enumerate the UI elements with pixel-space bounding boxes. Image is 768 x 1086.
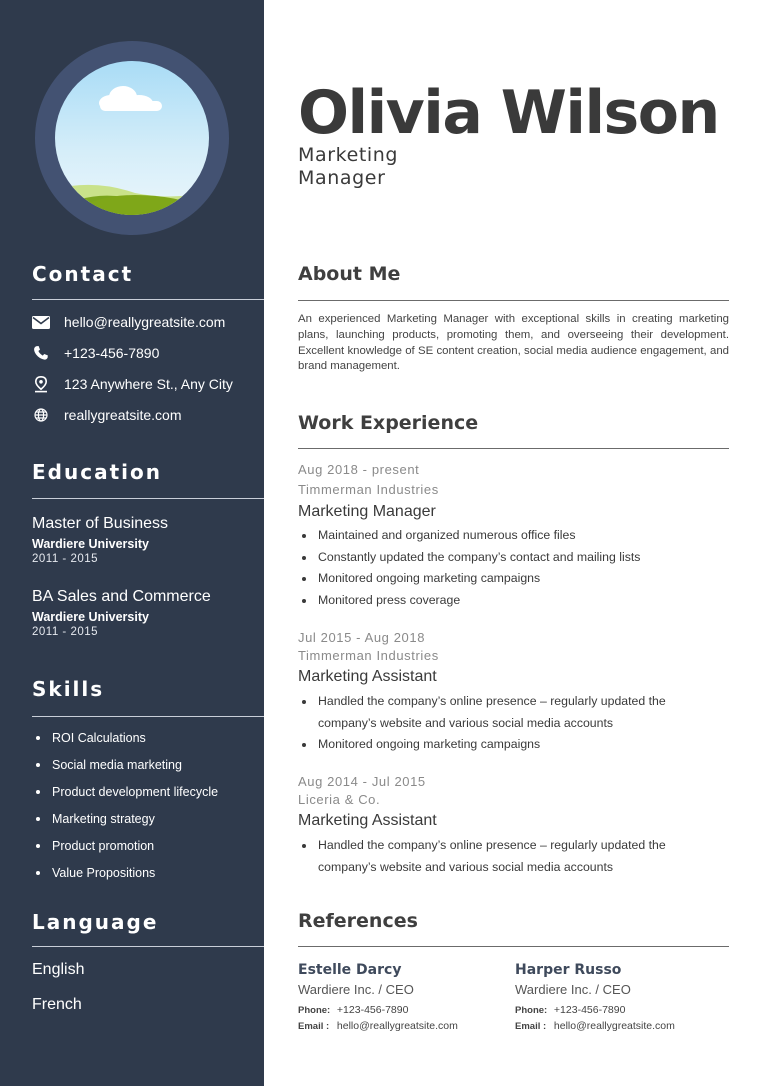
contact-heading: Contact	[32, 262, 134, 286]
language-item: French	[32, 996, 82, 1013]
job-company: Liceria & Co.	[298, 792, 381, 807]
reference-email[interactable]: hello@reallygreatsite.com	[553, 1020, 675, 1032]
skill-item: ROI Calculations	[32, 729, 218, 756]
about-divider	[298, 300, 729, 301]
sidebar	[0, 0, 264, 1086]
reference-phone-row	[298, 1004, 508, 1016]
about-heading: About Me	[298, 263, 401, 285]
profile-photo-placeholder	[55, 61, 209, 215]
profile-title-line: Marketing	[298, 144, 399, 166]
phone-icon	[32, 344, 50, 362]
education-divider	[32, 498, 264, 499]
education-degree: BA Sales and Commerce	[32, 588, 211, 605]
job-bullet: Monitored press coverage	[298, 590, 729, 612]
reference-phone-row	[515, 1004, 725, 1016]
job-bullet: Monitored ongoing marketing campaigns	[298, 734, 718, 756]
skill-item: Product promotion	[32, 837, 218, 864]
education-heading: Education	[32, 460, 162, 484]
education-school: Wardiere University	[32, 537, 149, 551]
job-bullets	[298, 691, 718, 756]
education-item	[32, 515, 252, 565]
reference-email-label: Email :	[298, 1021, 330, 1032]
contact-divider	[32, 299, 264, 300]
reference-card	[298, 962, 508, 1032]
job-title: Marketing Manager	[298, 503, 436, 520]
work-experience-heading: Work Experience	[298, 412, 479, 434]
skills-divider	[32, 716, 264, 717]
job-dates: Aug 2018 - present	[298, 462, 420, 477]
references-divider	[298, 946, 729, 947]
location-pin-icon	[32, 375, 50, 393]
contact-address: 123 Anywhere St., Any City	[64, 376, 233, 392]
education-item	[32, 588, 252, 638]
reference-phone[interactable]: +123-456-7890	[553, 1004, 626, 1016]
language-heading: Language	[32, 910, 159, 934]
skill-item: Marketing strategy	[32, 810, 218, 837]
contact-address-row	[32, 374, 233, 394]
education-degree: Master of Business	[32, 515, 169, 532]
job-company: Timmerman Industries	[298, 482, 439, 497]
mail-icon	[32, 313, 50, 331]
contact-phone-row[interactable]	[32, 343, 159, 363]
profile-title-line: Manager	[298, 167, 386, 189]
work-experience-divider	[298, 448, 729, 449]
contact-website-row[interactable]	[32, 405, 182, 425]
reference-name: Estelle Darcy	[298, 962, 402, 978]
job-bullet: Maintained and organized numerous office files	[298, 525, 729, 547]
globe-icon	[32, 406, 50, 424]
reference-phone-label: Phone:	[298, 1005, 331, 1016]
profile-name: Olivia Wilson	[298, 78, 719, 148]
reference-email-row	[515, 1020, 725, 1032]
contact-phone: +123-456-7890	[64, 345, 160, 361]
job-bullet: Constantly updated the company’s contact and mailing lists	[298, 547, 729, 569]
references-heading: References	[298, 910, 418, 932]
about-text: An experienced Marketing Manager with exceptional skills in creating marketing plans, launching products, promoting them, and overseeing their development. Excellent knowledge of SE content creation, social media audience engagement, and brand management.	[298, 313, 729, 373]
job-bullet: Monitored ongoing marketing campaigns	[298, 568, 729, 590]
profile-title	[298, 144, 398, 190]
job-title: Marketing Assistant	[298, 812, 437, 829]
contact-email: hello@reallygreatsite.com	[64, 314, 226, 330]
language-item: English	[32, 961, 85, 978]
skill-item: Product development lifecycle	[32, 783, 218, 810]
reference-phone-label: Phone:	[515, 1005, 548, 1016]
education-years: 2011 - 2015	[32, 553, 99, 565]
contact-website: reallygreatsite.com	[64, 407, 182, 423]
profile-photo-frame	[35, 41, 229, 235]
skill-item: Social media marketing	[32, 756, 218, 783]
landscape-image-icon	[55, 61, 209, 215]
language-divider	[32, 946, 264, 947]
reference-name: Harper Russo	[515, 962, 622, 978]
job-bullet: Handled the company’s online presence – regularly updated the company’s website and various social media accounts	[298, 691, 718, 734]
education-school: Wardiere University	[32, 610, 149, 624]
job-bullets	[298, 525, 729, 611]
job-dates: Jul 2015 - Aug 2018	[298, 630, 426, 645]
skill-item: Value Propositions	[32, 864, 218, 891]
reference-phone[interactable]: +123-456-7890	[336, 1004, 409, 1016]
job-company: Timmerman Industries	[298, 648, 439, 663]
reference-company: Wardiere Inc. / CEO	[298, 982, 414, 997]
reference-email[interactable]: hello@reallygreatsite.com	[336, 1020, 458, 1032]
contact-email-row[interactable]	[32, 312, 225, 332]
skills-list	[32, 729, 218, 891]
job-bullets	[298, 835, 698, 878]
reference-email-row	[298, 1020, 508, 1032]
job-title: Marketing Assistant	[298, 668, 437, 685]
reference-card	[515, 962, 725, 1032]
job-dates: Aug 2014 - Jul 2015	[298, 774, 426, 789]
skills-heading: Skills	[32, 677, 105, 701]
reference-company: Wardiere Inc. / CEO	[515, 982, 631, 997]
education-years: 2011 - 2015	[32, 626, 99, 638]
reference-email-label: Email :	[515, 1021, 547, 1032]
job-bullet: Handled the company’s online presence – regularly updated the company’s website and various social media accounts	[298, 835, 698, 878]
